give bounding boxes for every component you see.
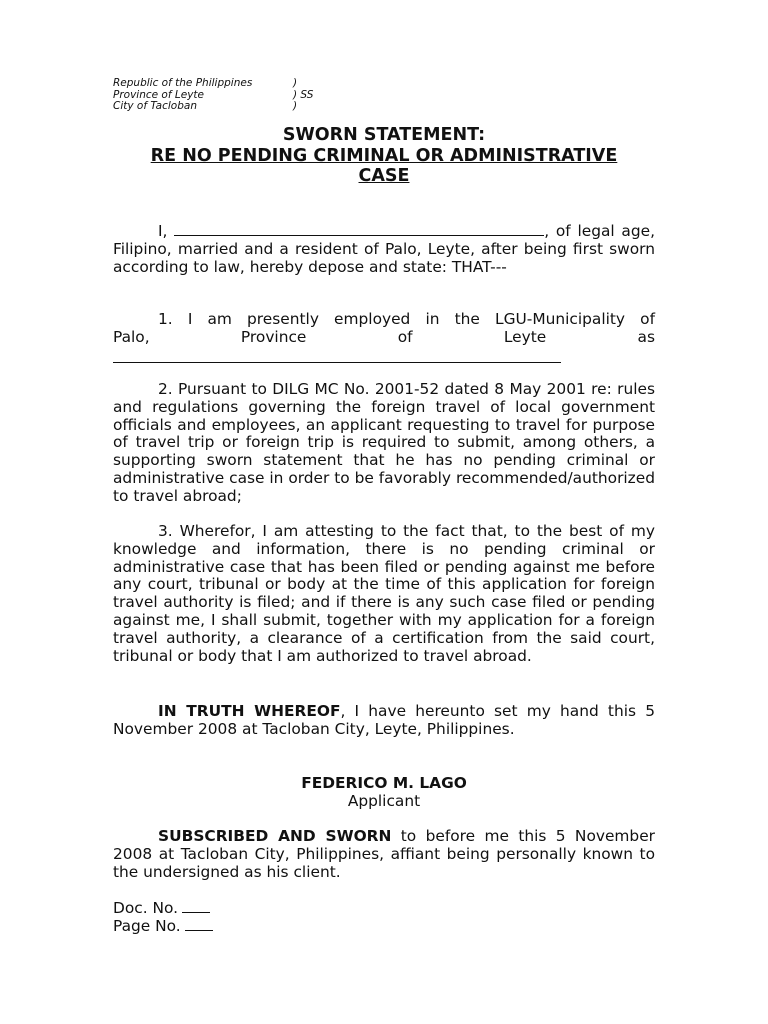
- title-line-3: CASE: [358, 166, 410, 186]
- item-1-word: Province: [240, 327, 307, 346]
- doc-number-blank: [182, 899, 210, 913]
- signatory-role: Applicant: [347, 792, 421, 810]
- venue-row: [113, 101, 313, 113]
- subscribed-text: to before me this 5 November 2008 at Tacloban City, Philippines, affiant being personally known to the undersigned as his client.: [113, 827, 655, 881]
- item-1-paragraph: [113, 311, 655, 347]
- venue-ss: ) SS: [293, 88, 314, 101]
- venue-country: Republic of the Philippines: [113, 77, 253, 89]
- venue-city: City of Tacloban: [113, 100, 197, 112]
- signatory-name: FEDERICO M. LAGO: [301, 774, 467, 792]
- subscribed-heading: SUBSCRIBED AND SWORN: [158, 827, 392, 845]
- item-1-line-1: 1. I am presently employed in the LGU-Municipality of: [158, 310, 655, 328]
- venue-province: Province of Leyte: [113, 88, 204, 101]
- intro-text: , of legal age, Filipino, married and a resident of Palo, Leyte, after being first sworn according to law, hereby depose and state: THAT---: [113, 222, 655, 276]
- item-1-line-2: [113, 329, 655, 347]
- item-3-paragraph: 3. Wherefor, I am attesting to the fact that, to the best of my knowledge and information, there is no pending criminal or administrative case that has been filed or pending against me before any court, tribunal or body at the time of this application for foreign travel authority is filed; and if there is any such case filed or pending against me, I shall submit, together with my application for a foreign travel authority, a clearance of a certification from the said court, tribunal or body that I am authorized to travel abroad.: [113, 522, 655, 665]
- position-blank-line: [113, 361, 561, 363]
- doc-number-line: [113, 899, 210, 917]
- title-line-2: RE NO PENDING CRIMINAL OR ADMINISTRATIVE: [150, 146, 618, 166]
- venue-row: [113, 78, 313, 90]
- item-1-word: Leyte: [503, 327, 547, 346]
- truth-whereof-paragraph: [113, 703, 655, 739]
- page-number-line: [113, 917, 213, 935]
- venue-block: [113, 78, 313, 113]
- truth-heading: IN TRUTH WHEREOF: [158, 702, 341, 720]
- item-2-paragraph: 2. Pursuant to DILG MC No. 2001-52 dated 8 May 2001 re: rules and regulations governing the foreign travel of local government officials and employees, an applicant requesting to travel for purpose of travel trip or foreign trip is required to submit, among others, a supporting sworn statement that he has no pending criminal or administrative case in order to be favorably recommended/authorized to travel abroad;: [113, 380, 655, 505]
- venue-bracket: ): [293, 100, 298, 112]
- page-number-blank: [185, 917, 213, 931]
- name-blank-line: [174, 221, 544, 236]
- truth-text: , I have hereunto set my hand this 5 November 2008 at Tacloban City, Leyte, Philippines.: [113, 702, 655, 738]
- item-1-word: as: [637, 327, 655, 346]
- subscribed-paragraph: [113, 828, 655, 881]
- intro-paragraph: [113, 221, 655, 276]
- doc-number-label: Doc. No.: [113, 899, 179, 917]
- intro-prefix: I,: [158, 222, 168, 240]
- page-number-label: Page No.: [113, 917, 181, 935]
- venue-bracket: ): [293, 77, 298, 89]
- item-1-word: Palo,: [113, 327, 150, 346]
- item-1-word: of: [397, 327, 413, 346]
- title-line-1: SWORN STATEMENT:: [282, 125, 486, 145]
